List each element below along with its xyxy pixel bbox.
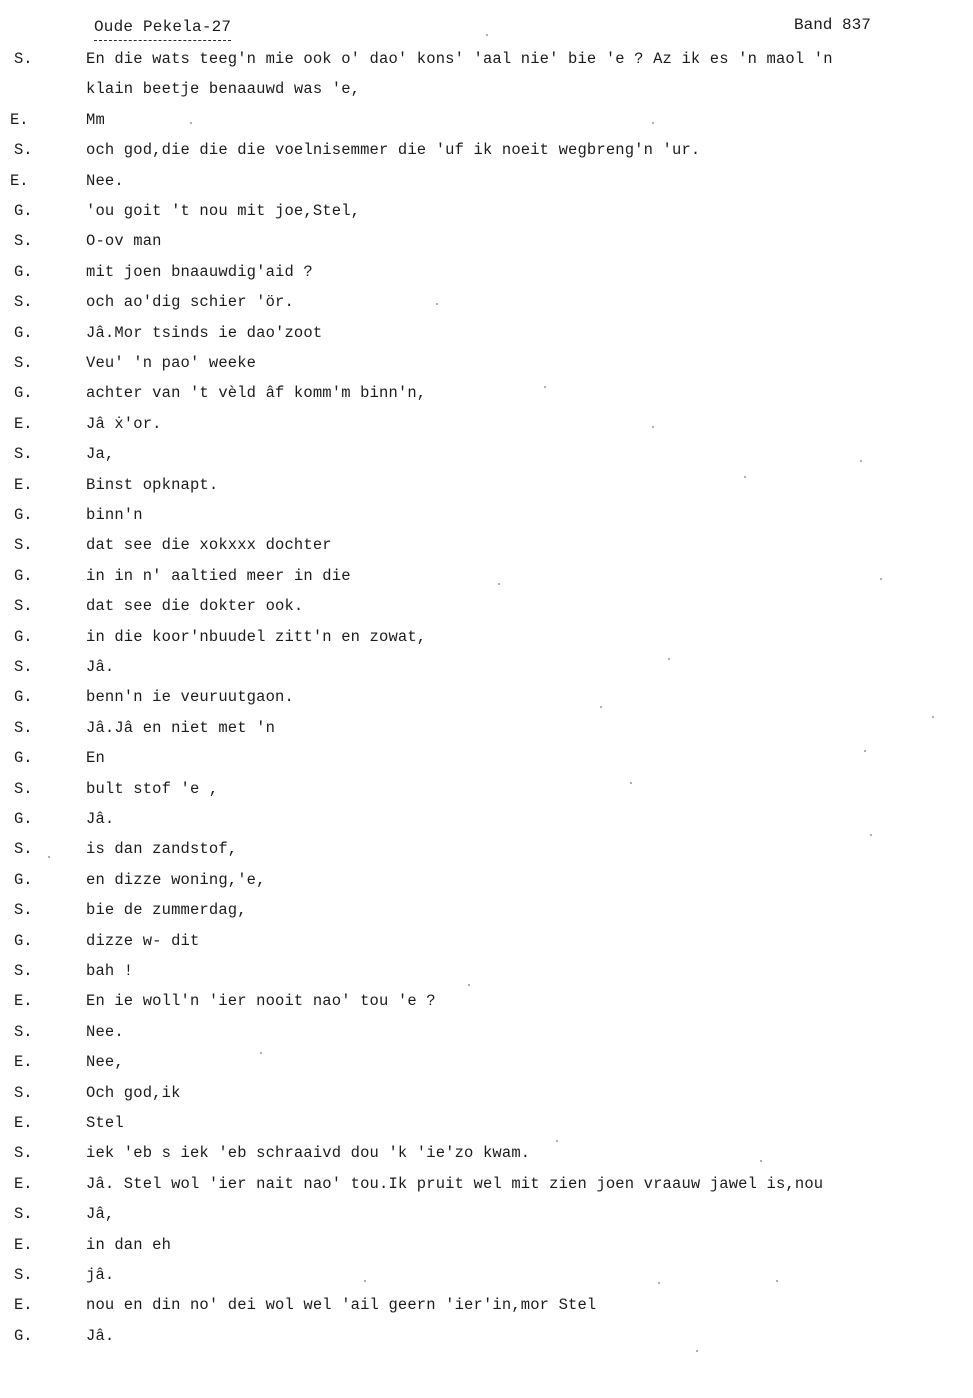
utterance-text: Veu' 'n pao' weeke	[86, 354, 257, 372]
speaker-label: G.	[14, 627, 33, 646]
transcript-line	[0, 1138, 973, 1168]
transcript-line	[0, 1260, 973, 1290]
utterance-text: jâ.	[86, 1266, 115, 1284]
speaker-label: G.	[14, 262, 33, 281]
transcript-line	[0, 895, 973, 925]
transcript-line	[0, 1230, 973, 1260]
utterance-text: binn'n	[86, 506, 143, 524]
transcript-line	[0, 561, 973, 591]
scan-speck	[696, 1350, 698, 1352]
transcript-line	[0, 591, 973, 621]
speaker-label: G.	[14, 506, 33, 524]
speaker-label: G.	[14, 202, 33, 220]
transcript-line	[0, 713, 973, 743]
utterance-text: bah !	[86, 962, 134, 980]
utterance-text: in die koor'nbuudel zitt'n en zowat,	[86, 627, 427, 646]
utterance-text: O-ov man	[86, 232, 162, 251]
scan-speck	[760, 1160, 762, 1162]
scan-speck	[630, 782, 632, 784]
speaker-label: S.	[14, 232, 33, 251]
transcript-line	[0, 1199, 973, 1229]
scan-speck	[260, 1052, 262, 1054]
utterance-text: Mm	[86, 110, 105, 129]
speaker-label: S.	[14, 658, 33, 676]
transcript-line	[0, 74, 973, 104]
utterance-text: nou en din no' dei wol wel 'ail geern 'ier'in,mor Stel	[86, 1296, 597, 1315]
utterance-text: Jâ,	[86, 1205, 115, 1224]
transcript-line	[0, 105, 973, 135]
speaker-label: G.	[14, 810, 33, 828]
transcript-line	[0, 196, 973, 226]
utterance-text: dizze w- dit	[86, 931, 200, 950]
utterance-text: Jâ.Mor tsinds ie dao'zoot	[86, 323, 323, 342]
scan-speck	[932, 716, 934, 718]
speaker-label: E.	[10, 110, 29, 129]
scan-speck	[880, 578, 882, 580]
utterance-text: Stel	[86, 1114, 124, 1132]
transcript-line	[0, 1017, 973, 1047]
speaker-label: G.	[14, 323, 33, 342]
utterance-text: Nee,	[86, 1053, 124, 1072]
scan-speck	[486, 34, 488, 36]
document-title	[94, 18, 231, 36]
speaker-label: E.	[14, 1114, 33, 1132]
transcript-line	[0, 166, 973, 196]
speaker-label: G.	[14, 749, 33, 768]
utterance-text: Binst opknapt.	[86, 475, 219, 494]
speaker-label: G.	[14, 1326, 33, 1345]
speaker-label: S.	[14, 1205, 33, 1224]
utterance-text: Jâ. Stel wol 'ier nait nao' tou.Ik pruit wel mit zien joen vraauw jawel is,nou	[86, 1174, 824, 1193]
utterance-text: Jâ.Jâ en niet met 'n	[86, 718, 276, 737]
utterance-text: is dan zandstof,	[86, 840, 238, 859]
speaker-label: S.	[14, 597, 33, 616]
utterance-text: Jâ.	[86, 810, 115, 828]
scan-speck	[48, 856, 50, 858]
utterance-text: Ja,	[86, 445, 115, 464]
band-number: Band 837	[794, 16, 871, 34]
scan-speck	[498, 583, 500, 585]
utterance-text: och god,die die die voelnisemmer die 'uf ik noeit wegbreng'n 'ur.	[86, 141, 701, 160]
transcript-line	[0, 1078, 973, 1108]
speaker-label: E.	[14, 475, 33, 494]
scan-speck	[870, 834, 872, 836]
scan-speck	[600, 706, 602, 708]
transcript-line	[0, 470, 973, 500]
scan-speck	[544, 386, 546, 388]
utterance-text: En ie woll'n 'ier nooit nao' tou 'e ?	[86, 992, 436, 1011]
transcript-line	[0, 622, 973, 652]
utterance-text: en dizze woning,'e,	[86, 870, 266, 889]
scan-speck	[652, 426, 654, 428]
scan-speck	[776, 1280, 778, 1282]
utterance-text: bult stof 'e ,	[86, 779, 219, 798]
utterance-text: 'ou goit 't nou mit joe,Stel,	[86, 202, 361, 220]
scan-speck	[436, 303, 438, 305]
speaker-label: S.	[14, 50, 33, 68]
speaker-label: S.	[14, 779, 33, 798]
transcript-line	[0, 378, 973, 408]
scan-speck	[668, 658, 670, 660]
transcript-line	[0, 774, 973, 804]
utterance-text: Nee.	[86, 1022, 124, 1041]
speaker-label: G.	[14, 384, 33, 403]
transcript-line	[0, 500, 973, 530]
transcript-line	[0, 986, 973, 1016]
scan-speck	[556, 1140, 558, 1142]
utterance-text: in in n' aaltied meer in die	[86, 566, 351, 585]
utterance-text: En die wats teeg'n mie ook o' dao' kons' 'aal nie' bie 'e ? Az ik es 'n maol 'n	[86, 50, 833, 68]
transcript-line	[0, 682, 973, 712]
speaker-label: S.	[14, 901, 33, 920]
transcript-line	[0, 743, 973, 773]
utterance-text: och ao'dig schier 'ör.	[86, 293, 294, 312]
utterance-text: iek 'eb s iek 'eb schraaivd dou 'k 'ie'zo kwam.	[86, 1144, 531, 1163]
utterance-text: Och god,ik	[86, 1083, 181, 1102]
transcript-line	[0, 348, 973, 378]
scan-speck	[652, 122, 654, 124]
transcript-line	[0, 44, 973, 74]
utterance-text: Jâ ẋ'or.	[86, 414, 162, 433]
utterance-text: dat see die dokter ook.	[86, 597, 304, 616]
transcript-line	[0, 135, 973, 165]
transcript-line	[0, 439, 973, 469]
speaker-label: G.	[14, 688, 33, 707]
utterance-text: benn'n ie veuruutgaon.	[86, 688, 294, 707]
speaker-label: S.	[14, 1144, 33, 1163]
transcript-line	[0, 1321, 973, 1351]
scan-speck	[864, 750, 866, 752]
title-underline	[94, 40, 231, 41]
transcript-line	[0, 834, 973, 864]
utterance-text: Jâ.	[86, 1326, 115, 1345]
transcript-line	[0, 1290, 973, 1320]
speaker-label: G.	[14, 870, 33, 889]
speaker-label: S.	[14, 962, 33, 980]
scan-speck	[468, 984, 470, 986]
scan-speck	[364, 1280, 366, 1282]
transcript-line	[0, 1047, 973, 1077]
transcript-line	[0, 1108, 973, 1138]
scan-speck	[860, 460, 862, 462]
utterance-text: bie de zummerdag,	[86, 901, 247, 920]
utterance-text: Jâ.	[86, 658, 115, 676]
speaker-label: E.	[14, 992, 33, 1011]
speaker-label: S.	[14, 1083, 33, 1102]
transcript-line	[0, 257, 973, 287]
speaker-label: E.	[14, 1235, 33, 1254]
document-title-text: Oude Pekela-27	[94, 18, 232, 36]
transcript-line	[0, 1169, 973, 1199]
transcript-line	[0, 926, 973, 956]
utterance-text: Nee.	[86, 171, 124, 190]
utterance-text: dat see die xokxxx dochter	[86, 536, 332, 555]
transcript-line	[0, 865, 973, 895]
speaker-label: E.	[14, 1053, 33, 1072]
speaker-label: S.	[14, 718, 33, 737]
utterance-text: klain beetje benaauwd was 'e,	[86, 80, 361, 99]
utterance-text: En	[86, 749, 105, 768]
transcript-line	[0, 318, 973, 348]
speaker-label: S.	[14, 354, 33, 372]
speaker-label: G.	[14, 931, 33, 950]
speaker-label: S.	[14, 293, 33, 312]
speaker-label: S.	[14, 141, 33, 160]
scan-speck	[658, 1282, 660, 1284]
speaker-label: S.	[14, 1266, 33, 1284]
transcript-line	[0, 804, 973, 834]
transcript-line	[0, 226, 973, 256]
scan-speck	[744, 476, 746, 478]
speaker-label: E.	[10, 171, 29, 190]
transcript-line	[0, 530, 973, 560]
transcript-line	[0, 409, 973, 439]
transcript-line	[0, 956, 973, 986]
speaker-label: G.	[14, 566, 33, 585]
speaker-label: E.	[14, 1174, 33, 1193]
scan-speck	[190, 122, 192, 124]
speaker-label: E.	[14, 414, 33, 433]
speaker-label: S.	[14, 536, 33, 555]
speaker-label: E.	[14, 1296, 33, 1315]
utterance-text: in dan eh	[86, 1235, 172, 1254]
utterance-text: mit joen bnaauwdig'aid ?	[86, 262, 313, 281]
utterance-text: achter van 't vèld âf komm'm binn'n,	[86, 384, 427, 403]
speaker-label: S.	[14, 1022, 33, 1041]
speaker-label: S.	[14, 445, 33, 464]
transcript-line	[0, 652, 973, 682]
speaker-label: S.	[14, 840, 33, 859]
transcript-line	[0, 287, 973, 317]
